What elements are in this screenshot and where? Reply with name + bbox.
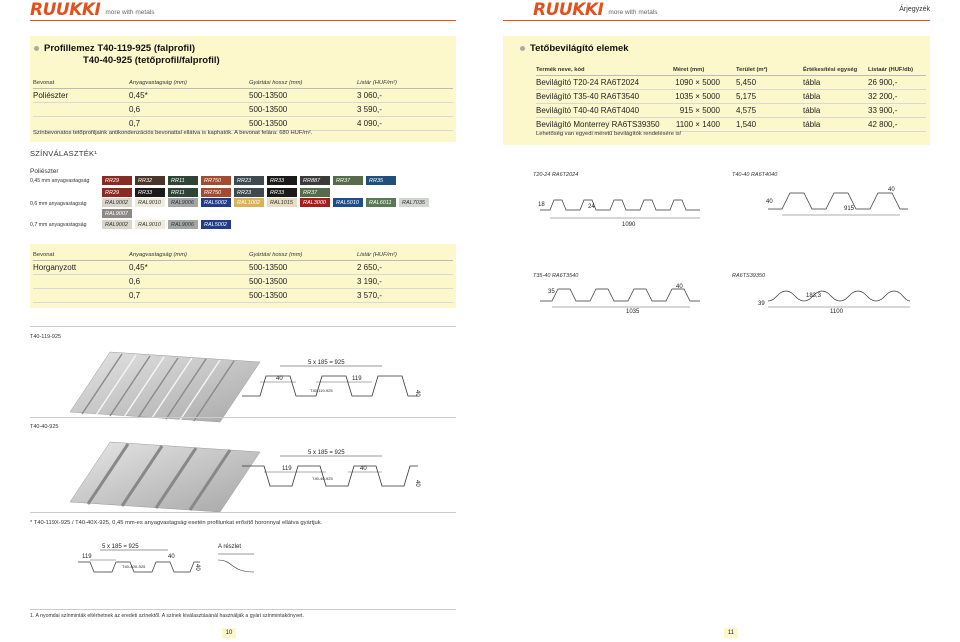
col-header: Gyártási hossz (mm) — [249, 252, 357, 261]
cell: 5,175 — [736, 90, 803, 104]
cell: tábla — [803, 118, 868, 132]
cell: 1100 × 1400 — [673, 118, 736, 132]
table-row — [33, 89, 453, 103]
col-header: Listár (HUF/m²) — [357, 252, 453, 261]
detail-section-drawing — [78, 540, 298, 580]
cell: 3 590,- — [357, 103, 453, 117]
custom-size-note: Lehetőség van egyedi méretű bevilágítók rendelésére is! — [536, 131, 682, 137]
cell: 3 060,- — [357, 89, 453, 103]
skylight-title — [520, 43, 629, 55]
logo-tagline: more with metals — [105, 9, 155, 16]
col-header: Listár (HUF/m²) — [357, 80, 453, 89]
logo-wordmark: RUUKKI — [30, 0, 101, 20]
price-list-title: Árjegyzék — [899, 6, 930, 13]
galvanized-price-table — [33, 252, 453, 303]
color-swatch-ral1002: RAL1002 — [234, 198, 264, 207]
dim-a: 119 — [82, 554, 92, 560]
dim-b: 40 — [676, 284, 683, 290]
color-swatch-rr35: RR35 — [366, 176, 396, 185]
color-swatch-ral9010: RAL9010 — [135, 198, 165, 207]
color-swatch-rr11: RR11 — [168, 176, 198, 185]
table-row — [536, 118, 926, 132]
dim-b: 40 — [360, 466, 367, 472]
dim-side: 40 — [414, 390, 420, 397]
color-swatch-rr23: RR23 — [234, 176, 264, 185]
coating-note: Színbevonatos tetőprofiljaink antikondenzációs bevonattal ellátva is kaphatók. A bevonat felára: 680 HUF/m². — [33, 130, 313, 136]
cell — [33, 275, 129, 289]
cell: 1,540 — [736, 118, 803, 132]
table-row — [33, 275, 453, 289]
profile-label: T40-40-925 — [30, 424, 59, 430]
dim-a: 18 — [538, 202, 545, 208]
color-swatch-rr887: RR887 — [300, 176, 330, 185]
col-header: Értékesítési egység — [803, 67, 868, 76]
bullet-icon — [34, 46, 39, 51]
color-swatch-rr37: RR37 — [333, 176, 363, 185]
profile-label: T40-119-925 — [30, 334, 62, 340]
color-swatch-ral5002: RAL5002 — [201, 198, 231, 207]
cell: 500-13500 — [249, 89, 357, 103]
cell — [33, 117, 129, 131]
table-row — [33, 117, 453, 131]
color-swatch-rr33: RR33 — [135, 188, 165, 197]
cell: 500-13500 — [249, 289, 357, 303]
page-number-right: 11 — [724, 628, 738, 638]
header-rule-left — [30, 20, 456, 21]
color-swatch-rr23: RR23 — [234, 188, 264, 197]
dim-b: 24 — [588, 204, 595, 210]
thickness-label: 0,45 mm anyagvastagság — [30, 178, 90, 184]
cell: Bevilágító Monterrey RA6TS39350 — [536, 118, 673, 132]
color-disclaimer: 1. A nyomdai színminták eltérhetnek az eredeti színektől. A színek kiválasztásánál használják a gyári színmintakönyvet. — [30, 613, 304, 619]
col-header: Méret (mm) — [673, 67, 736, 76]
cell: 500-13500 — [249, 261, 357, 275]
dim-c: 1090 — [622, 222, 636, 228]
color-swatch-rr33: RR33 — [267, 188, 297, 197]
color-swatch-rr11: RR11 — [168, 188, 198, 197]
dim-small: T40-40X-925 — [122, 564, 146, 569]
cell: 1035 × 5000 — [673, 90, 736, 104]
ruukki-logo-right — [533, 2, 658, 18]
col-header: Bevonat — [33, 80, 129, 89]
color-swatch-ral5010: RAL5010 — [333, 198, 363, 207]
dim-side: 40 — [414, 480, 420, 487]
cell: 4 090,- — [357, 117, 453, 131]
color-swatch-rr29: RR29 — [102, 176, 132, 185]
logo-wordmark: RUUKKI — [533, 0, 604, 20]
dim-top: 5 x 185 = 925 — [308, 360, 345, 366]
thickness-label: 0,6 mm anyagvastagság — [30, 201, 87, 207]
dim-a: 119 — [282, 466, 292, 472]
swatch-row — [102, 176, 396, 185]
dim-b: 40 — [888, 187, 895, 193]
color-swatch-rr32: RR32 — [135, 176, 165, 185]
skylight-title-text: Tetőbevilágító elemek — [530, 43, 629, 54]
cell: 0,6 — [129, 275, 249, 289]
skylight-ra6ts-drawing — [758, 285, 918, 325]
cell: 32 200,- — [868, 90, 926, 104]
colors-heading: SZÍNVÁLASZTÉK¹ — [30, 149, 98, 158]
profile-section-drawing — [242, 450, 422, 500]
dim-a: 40 — [276, 376, 283, 382]
color-swatch-rr37: RR37 — [300, 188, 330, 197]
divider — [30, 417, 456, 418]
color-swatch-ral7035: RAL7035 — [399, 198, 429, 207]
dim-a: 35 — [548, 289, 555, 295]
cell: 0,45* — [129, 89, 249, 103]
table-row — [536, 104, 926, 118]
profile-title-line1: Profillemez T40-119-925 (falprofil) — [44, 43, 195, 54]
swatch-row — [102, 188, 330, 197]
dim-c: 1100 — [830, 309, 843, 315]
cell: 0,7 — [129, 117, 249, 131]
drawing-label: RA6TS39350 — [732, 273, 766, 279]
ruukki-logo-left — [30, 2, 155, 18]
cell: 2 650,- — [357, 261, 453, 275]
table-row — [33, 289, 453, 303]
cell: 4,575 — [736, 104, 803, 118]
dim-small: T40-40-925 — [312, 476, 333, 481]
col-header: Terület (m²) — [736, 67, 803, 76]
table-row — [33, 103, 453, 117]
profile-section-drawing — [242, 360, 422, 410]
profile-title-line2: T40-40-925 (tetőprofil/falprofil) — [83, 55, 220, 66]
cell: 0,45* — [129, 261, 249, 275]
col-header: Gyártási hossz (mm) — [249, 80, 357, 89]
cell: 26 900,- — [868, 76, 926, 90]
col-header: Anyagvastagság (mm) — [129, 80, 249, 89]
drawing-label: T35-40 RA6T3540 — [533, 273, 579, 279]
thickness-label: 0,7 mm anyagvastagság — [30, 222, 87, 228]
color-swatch-rr750: RR750 — [201, 176, 231, 185]
cell — [33, 103, 129, 117]
detail-a-label: A részlet — [218, 544, 242, 550]
cell: 500-13500 — [249, 103, 357, 117]
cell: Bevilágító T35-40 RA6T3540 — [536, 90, 673, 104]
header-rule-right — [503, 20, 930, 21]
table-row — [33, 261, 453, 275]
bullet-icon — [520, 46, 525, 51]
dim-b: 183,3 — [806, 293, 822, 299]
divider — [30, 609, 456, 610]
profile-price-table — [33, 80, 453, 131]
cell: 5,450 — [736, 76, 803, 90]
dim-b: 40 — [168, 554, 175, 560]
skylight-price-table — [536, 67, 926, 132]
dim-top: 5 x 185 = 925 — [102, 544, 139, 550]
color-swatch-ral6011: RAL6011 — [366, 198, 396, 207]
color-swatch-rr29: RR29 — [102, 188, 132, 197]
page-number-left: 10 — [222, 628, 236, 638]
cell: 42 800,- — [868, 118, 926, 132]
cell: tábla — [803, 104, 868, 118]
cell: 0,6 — [129, 103, 249, 117]
dim-b: 119 — [352, 376, 362, 382]
cell: 33 900,- — [868, 104, 926, 118]
cell: tábla — [803, 90, 868, 104]
cell: Bevilágító T20-24 RA6T2024 — [536, 76, 673, 90]
table-row — [536, 76, 926, 90]
skylight-t35-drawing — [540, 283, 710, 323]
cell: 0,7 — [129, 289, 249, 303]
cell: Poliészter — [33, 89, 129, 103]
colors-subheading: Poliészter — [30, 168, 59, 175]
cell: 3 570,- — [357, 289, 453, 303]
divider — [30, 512, 456, 513]
profile-3d-illustration — [70, 442, 260, 512]
table-row — [536, 90, 926, 104]
cell: 915 × 5000 — [673, 104, 736, 118]
drawing-label: T20-24 RA6T2024 — [533, 172, 579, 178]
profile-title — [34, 43, 220, 67]
divider — [30, 326, 456, 327]
col-header: Termék neve, kód — [536, 67, 673, 76]
col-header: Bevonat — [33, 252, 129, 261]
color-swatch-ral9007: RAL9007 — [102, 209, 132, 218]
dim-a: 40 — [766, 199, 773, 205]
cell: 3 190,- — [357, 275, 453, 289]
cell: 1090 × 5000 — [673, 76, 736, 90]
skylight-t20-drawing — [540, 190, 710, 230]
color-swatch-ral9002: RAL9002 — [102, 220, 132, 229]
cell: 500-13500 — [249, 275, 357, 289]
cell: Bevilágító T40-40 RA6T4040 — [536, 104, 673, 118]
color-swatch-ral1015: RAL1015 — [267, 198, 297, 207]
dim-c: 915 — [844, 206, 855, 212]
col-header: Anyagvastagság (mm) — [129, 252, 249, 261]
color-swatch-rr750: RR750 — [201, 188, 231, 197]
profile-3d-illustration — [70, 352, 260, 422]
color-swatch-rr33: RR33 — [267, 176, 297, 185]
skylight-t40-drawing — [768, 185, 918, 225]
cell: Horganyzott — [33, 261, 129, 275]
color-swatch-ral9002: RAL9002 — [102, 198, 132, 207]
cell: 500-13500 — [249, 117, 357, 131]
color-swatch-ral5002: RAL5002 — [201, 220, 231, 229]
dim-a: 39 — [758, 301, 765, 307]
swatch-row — [102, 198, 429, 207]
logo-tagline: more with metals — [608, 9, 658, 16]
footnote: * T40-119X-925 / T40-40X-925, 0,45 mm-es anyagvastagság esetén profilunkat erősítő horonnyal ellátva gyártjuk. — [30, 520, 323, 526]
dim-c: 1035 — [626, 309, 640, 315]
col-header: Listaár (HUF/db) — [868, 67, 926, 76]
color-swatch-ral9006: RAL9006 — [168, 198, 198, 207]
swatch-row — [102, 220, 231, 229]
cell: tábla — [803, 76, 868, 90]
dim-top: 5 x 185 = 925 — [308, 450, 345, 456]
swatch-row — [102, 209, 132, 218]
color-swatch-ral9006: RAL9006 — [168, 220, 198, 229]
color-swatch-ral3000: RAL3000 — [300, 198, 330, 207]
cell — [33, 289, 129, 303]
dim-small: T40-119-925 — [310, 388, 333, 393]
drawing-label: T40-40 RA6T4040 — [732, 172, 778, 178]
color-swatch-ral9010: RAL9010 — [135, 220, 165, 229]
dim-side: 40 — [194, 564, 200, 571]
